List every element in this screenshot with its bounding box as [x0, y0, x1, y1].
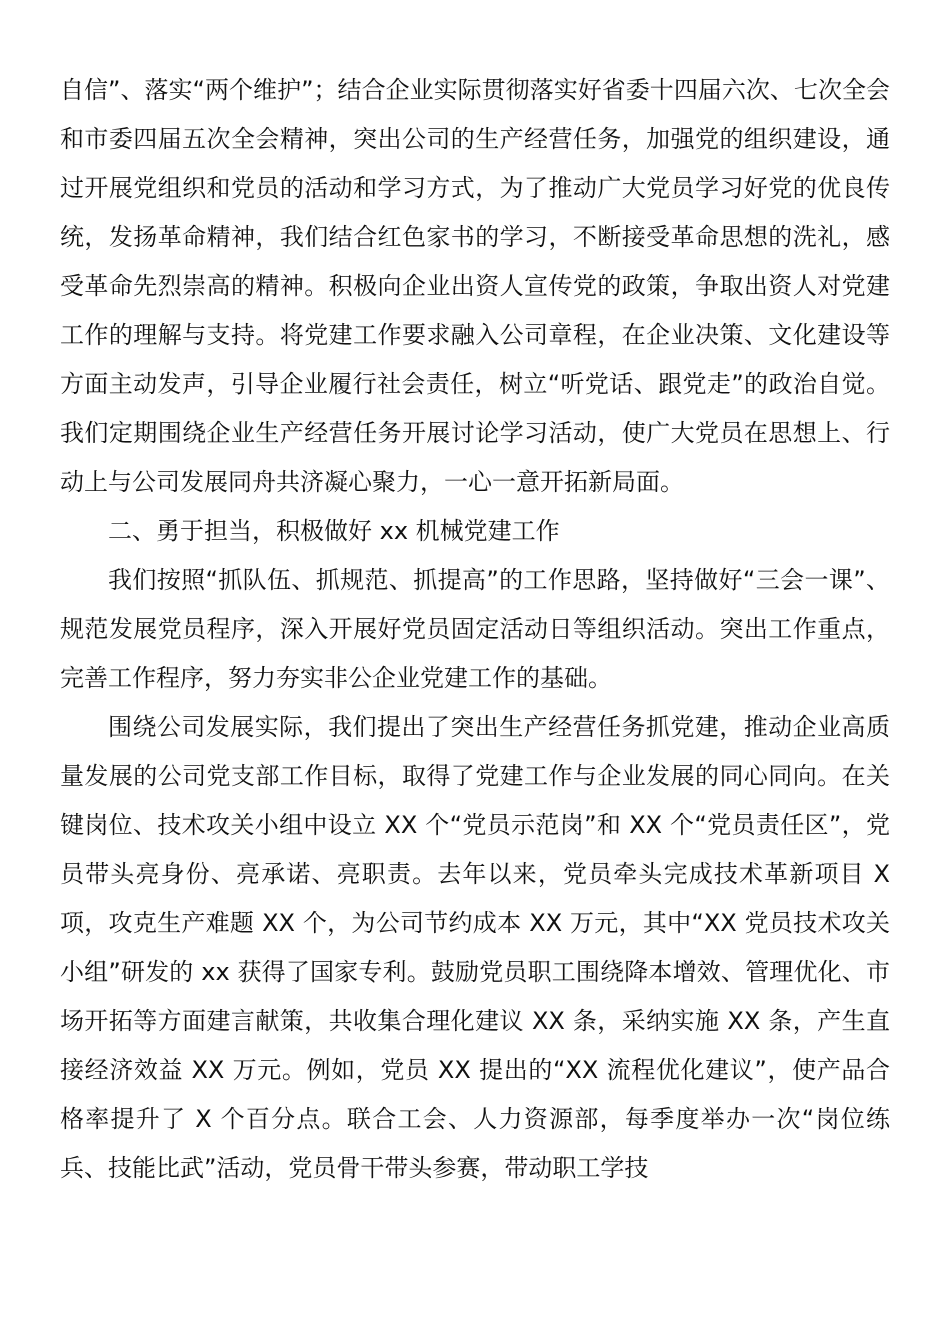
paragraph-continuation: 自信”、落实“两个维护”；结合企业实际贯彻落实好省委十四届六次、七次全会和市委四届五次全会精神，突出公司的生产经营任务，加强党的组织建设，通过开展党组织和党员的活动和学习方式，为了推动广大党员学习好党的优良传统，发扬革命精神，我们结合红色家书的学习，不断接受革命思想的洗礼，感受革命先烈崇高的精神。积极向企业出资人宣传党的政策，争取出资人对党建工作的理解与支持。将党建工作要求融入公司章程，在企业决策、文化建设等方面主动发声，引导企业履行社会责任，树立“听党话、跟党走”的政治自觉。我们定期围绕企业生产经营任务开展讨论学习活动，使广大党员在思想上、行动上与公司发展同舟共济凝心聚力，一心一意开拓新局面。	[60, 76, 890, 496]
section-heading: 二、勇于担当，积极做好 xx 机械党建工作	[108, 517, 560, 545]
paragraph-development-goals: 围绕公司发展实际，我们提出了突出生产经营任务抓党建，推动企业高质量发展的公司党支部工作目标，取得了党建工作与企业发展的同心同向。在关键岗位、技术攻关小组中设立 XX 个“党员示范岗”和 XX 个“党员责任区”，党员带头亮身份、亮承诺、亮职责。去年以来，党员牵头完成技术革新项目 X 项，攻克生产难题 XX 个，为公司节约成本 XX 万元，其中“XX 党员技术攻关小组”研发的 xx 获得了国家专利。鼓励党员职工围绕降本增效、管理优化、市场开拓等方面建言献策，共收集合理化建议 XX 条，采纳实施 XX 条，产生直接经济效益 XX 万元。例如，党员 XX 提出的“XX 流程优化建议”，使产品合格率提升了 X 个百分点。联合工会、人力资源部，每季度举办一次“岗位练兵、技能比武”活动，党员骨干带头参赛，带动职工学技	[60, 713, 890, 1182]
paragraph-work-approach: 我们按照“抓队伍、抓规范、抓提高”的工作思路，坚持做好“三会一课”、规范发展党员程序，深入开展好党员固定活动日等组织活动。突出工作重点，完善工作程序，努力夯实非公企业党建工作的基础。	[60, 566, 890, 692]
document-body	[60, 66, 890, 1193]
